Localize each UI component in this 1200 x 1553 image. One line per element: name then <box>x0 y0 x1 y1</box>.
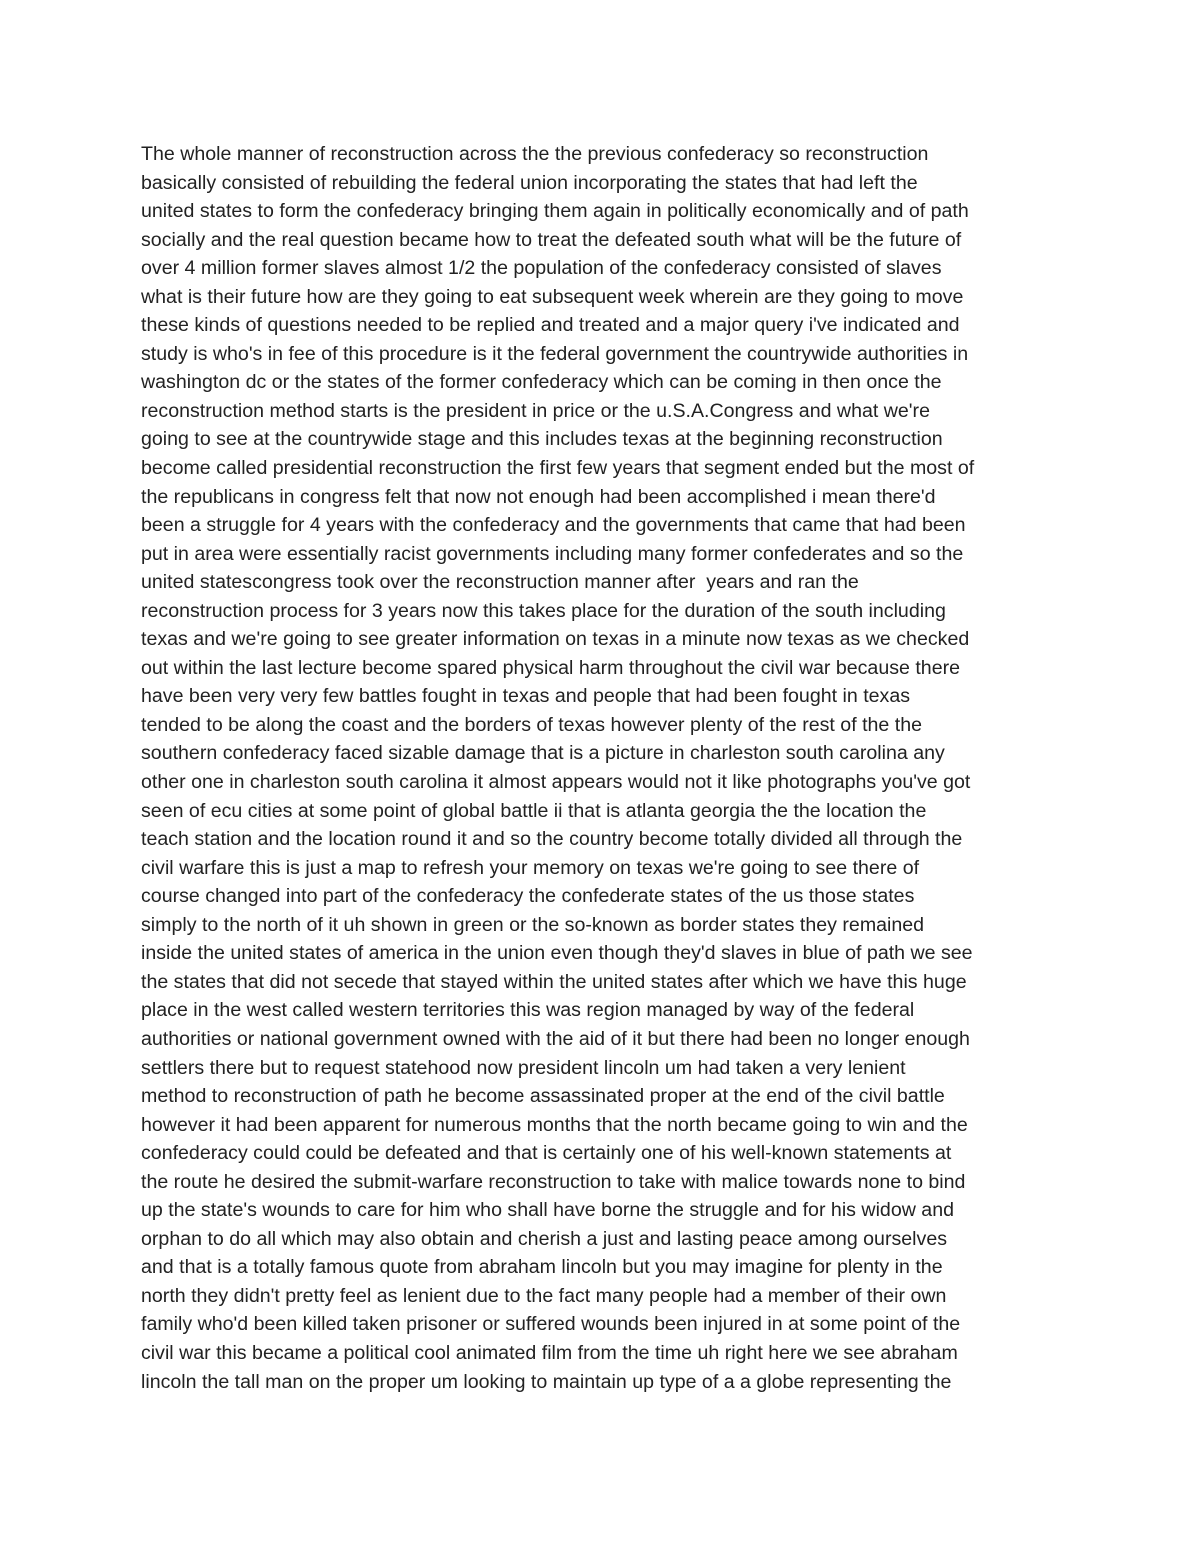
text-line: what is their future how are they going to eat subsequent week wherein are they going to move <box>141 285 964 308</box>
text-line: the republicans in congress felt that now not enough had been accomplished i mean there'd <box>141 485 936 508</box>
text-line: tended to be along the coast and the borders of texas however plenty of the rest of the the <box>141 713 923 736</box>
text-line: over 4 million former slaves almost 1/2 the population of the confederacy consisted of slaves <box>141 257 942 280</box>
text-line: reconstruction process for 3 years now this takes place for the duration of the south including <box>141 599 946 622</box>
text-line: authorities or national government owned with the aid of it but there had been no longer enough <box>141 1027 970 1050</box>
text-line: going to see at the countrywide stage and this includes texas at the beginning reconstruction <box>141 428 943 451</box>
text-line: civil warfare this is just a map to refresh your memory on texas we're going to see there of <box>141 856 920 879</box>
text-line: put in area were essentially racist governments including many former confederates and so the <box>141 542 964 565</box>
text-line: simply to the north of it uh shown in green or the so-known as border states they remained <box>141 913 925 936</box>
text-line: up the state's wounds to care for him who shall have borne the struggle and for his widow and <box>141 1199 954 1222</box>
text-line: method to reconstruction of path he become assassinated proper at the end of the civil battle <box>141 1085 945 1108</box>
text-line: civil war this became a political cool animated film from the time uh right here we see abraham <box>141 1341 958 1364</box>
text-line: southern confederacy faced sizable damage that is a picture in charleston south carolina any <box>141 742 945 765</box>
text-line: inside the united states of america in the union even though they'd slaves in blue of path we see <box>141 942 973 965</box>
text-line: out within the last lecture become spared physical harm throughout the civil war because there <box>141 656 961 679</box>
text-line: texas and we're going to see greater information on texas in a minute now texas as we checked <box>141 628 970 651</box>
text-line: washington dc or the states of the former confederacy which can be coming in then once the <box>141 371 942 394</box>
text-line: family who'd been killed taken prisoner or suffered wounds been injured in at some point of the <box>141 1313 961 1336</box>
text-line: orphan to do all which may also obtain and cherish a just and lasting peace among ourselves <box>141 1227 948 1250</box>
text-line: course changed into part of the confederacy the confederate states of the us those states <box>141 885 915 908</box>
text-line: The whole manner of reconstruction across the the previous confederacy so reconstruction <box>141 143 929 165</box>
text-line: become called presidential reconstruction the first few years that segment ended but the most of <box>141 457 975 480</box>
text-line: these kinds of questions needed to be replied and treated and a major query i've indicated and <box>141 314 960 337</box>
text-line: and that is a totally famous quote from abraham lincoln but you may imagine for plenty in the <box>141 1256 943 1279</box>
text-line: have been very very few battles fought in texas and people that had been fought in texas <box>141 685 911 708</box>
text-line: place in the west called western territories this was region managed by way of the federal <box>141 999 915 1022</box>
text-line: basically consisted of rebuilding the federal union incorporating the states that had left the <box>141 171 918 194</box>
text-line: settlers there but to request statehood now president lincoln um had taken a very lenient <box>141 1056 906 1079</box>
text-line: study is who's in fee of this procedure is it the federal government the countrywide authorities in <box>141 342 969 365</box>
text-line: seen of ecu cities at some point of global battle ii that is atlanta georgia the the location the <box>141 799 927 822</box>
text-line: north they didn't pretty feel as lenient due to the fact many people had a member of their own <box>141 1284 947 1307</box>
text-line: united statescongress took over the reconstruction manner after years and ran the <box>141 571 859 594</box>
text-line: been a struggle for 4 years with the confederacy and the governments that came that had been <box>141 514 966 537</box>
text-line: reconstruction method starts is the president in price or the u.S.A.Congress and what we're <box>141 399 930 422</box>
body-text <box>141 140 1081 1396</box>
text-line: united states to form the confederacy bringing them again in politically economically and of path <box>141 200 969 223</box>
text-line: however it had been apparent for numerous months that the north became going to win and the <box>141 1113 968 1136</box>
text-line: confederacy could could be defeated and that is certainly one of his well-known statements at <box>141 1142 952 1165</box>
text-line: teach station and the location round it and so the country become totally divided all through the <box>141 828 963 851</box>
text-line: the states that did not secede that stayed within the united states after which we have this huge <box>141 970 967 993</box>
text-line: other one in charleston south carolina it almost appears would not it like photographs you've got <box>141 771 971 794</box>
text-line: the route he desired the submit-warfare reconstruction to take with malice towards none to bind <box>141 1170 966 1193</box>
text-line: lincoln the tall man on the proper um looking to maintain up type of a a globe representing the <box>141 1370 952 1393</box>
text-line: socially and the real question became how to treat the defeated south what will be the future of <box>141 228 962 251</box>
